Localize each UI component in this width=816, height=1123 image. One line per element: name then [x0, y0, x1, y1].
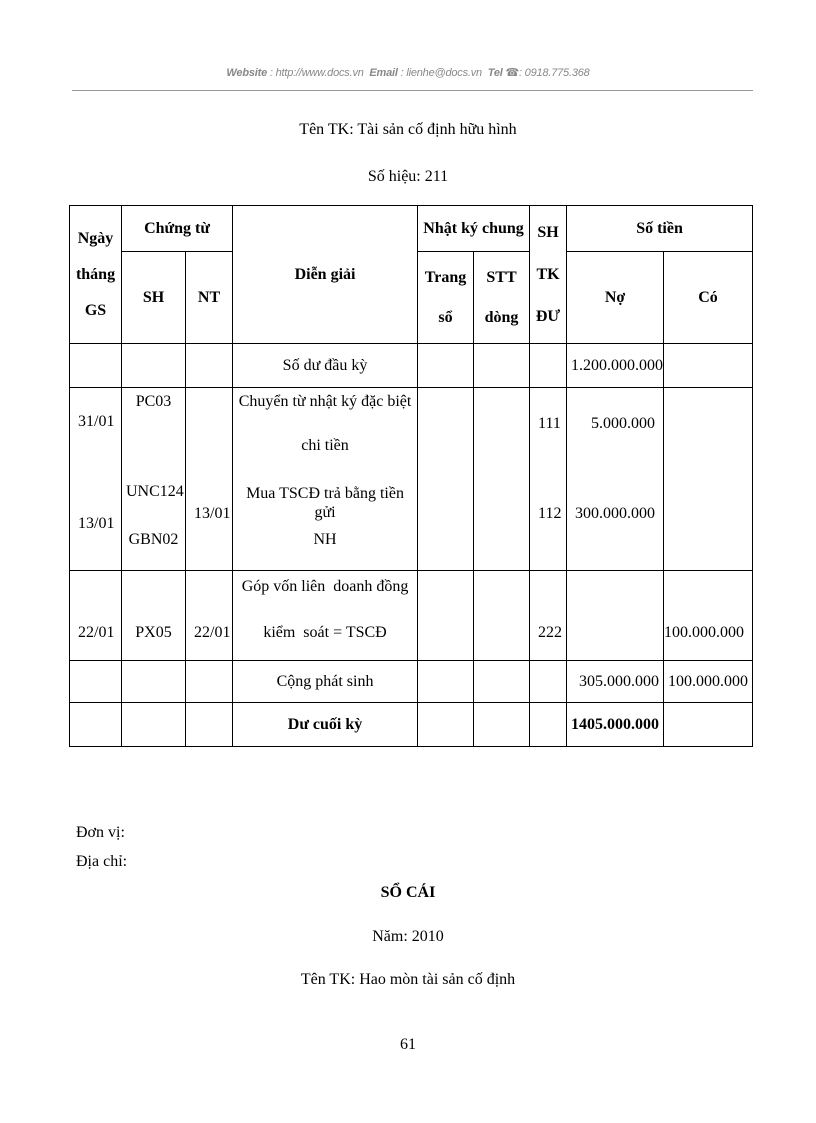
entry3-nt: 22/01 [194, 624, 231, 641]
total-no: 305.000.000 [567, 661, 664, 703]
opening-desc: Số dư đầu kỳ [233, 344, 418, 388]
entry3-sh-cell [122, 571, 186, 661]
website-label: Website [226, 67, 267, 79]
tel-value: : 0918.775.368 [518, 67, 590, 79]
account-number: Số hiệu: 211 [367, 168, 449, 185]
entry1-sh: PC03 [135, 393, 172, 410]
header-divider [72, 90, 753, 91]
total-co: 100.000.000 [664, 661, 753, 703]
don-vi-label: Đơn vị: [76, 824, 125, 841]
entry2-sh-2: GBN02 [128, 531, 179, 548]
header-trang-so: Trang sổ [418, 252, 474, 344]
ledger-year: Năm: 2010 [372, 928, 444, 945]
entry3-desc-2: kiểm soát = TSCĐ [263, 624, 387, 641]
email-value: : lienhe@docs.vn [400, 67, 482, 79]
total-desc: Cộng phát sinh [233, 661, 418, 703]
entry3-date-cell [70, 571, 122, 661]
header-stt-dong: STT dòng [474, 252, 530, 344]
entry1-date: 31/01 [78, 413, 115, 430]
entry2-desc-2: NH [313, 531, 337, 548]
table-header-row [70, 206, 753, 252]
entry3-desc-cell [233, 571, 418, 661]
entry2-desc-1: Mua TSCĐ trả bằng tiền gửi [246, 485, 404, 522]
entry3-tk-cell [530, 571, 567, 661]
opening-no: 1.200.000.000 [567, 344, 664, 388]
ledger-title: SỔ CÁI [380, 884, 436, 901]
entry2-tk: 112 [538, 505, 562, 522]
entry-no [567, 388, 664, 571]
entry-nt [186, 388, 233, 571]
entry2-no: 300.000.000 [575, 505, 656, 522]
entry1-desc-1: Chuyển từ nhật ký đặc biệt [238, 393, 412, 410]
header-nhat-ky-chung: Nhật ký chung [418, 206, 530, 252]
entry-desc [233, 388, 418, 571]
table-row-opening [70, 344, 753, 388]
entry2-nt: 13/01 [194, 505, 231, 522]
website-value: : http://www.docs.vn [269, 67, 364, 79]
header-sh: SH [122, 252, 186, 344]
header-chung-tu: Chứng từ [122, 206, 233, 252]
entry3-sh: PX05 [135, 624, 172, 641]
header-nt: NT [186, 252, 233, 344]
tel-label: Tel [487, 67, 503, 79]
ledger-table [69, 205, 753, 747]
closing-no: 1405.000.000 [567, 703, 664, 747]
page-number: 61 [400, 1036, 416, 1053]
account-name-2: Tên TK: Hao mòn tài sản cố định [300, 971, 516, 988]
entry-tk [530, 388, 567, 571]
header-no: Nợ [567, 252, 664, 344]
entry3-nt-cell [186, 571, 233, 661]
closing-desc: Dư cuối kỳ [233, 703, 418, 747]
entry3-co: 100.000.000 [664, 624, 745, 641]
entry3-desc-1: Góp vốn liên doanh đồng [241, 578, 409, 595]
entry1-tk: 111 [538, 415, 561, 432]
entry2-sh-1: UNC124 [126, 483, 184, 500]
table-row-entry3 [70, 571, 753, 661]
entry1-no: 5.000.000 [591, 415, 656, 432]
header-co: Có [664, 252, 753, 344]
header-ngay-thang: Ngày tháng GS [70, 206, 122, 344]
entry1-desc-2: chi tiền [301, 437, 349, 454]
entry-sh [122, 388, 186, 571]
header-so-tien: Số tiền [567, 206, 753, 252]
table-row-closing [70, 703, 753, 747]
header-sh-tk: SH TK ĐƯ [530, 206, 567, 344]
entry2-date: 13/01 [78, 515, 115, 532]
entry3-tk: 222 [538, 624, 563, 641]
header-dien-giai: Diễn giải [233, 206, 418, 344]
entry-dates [70, 388, 122, 571]
email-label: Email [369, 67, 398, 79]
account-name: Tên TK: Tài sản cố định hữu hình [299, 121, 517, 138]
phone-icon: ☎ [505, 67, 519, 79]
dia-chi-label: Địa chỉ: [76, 853, 128, 870]
entry3-co-cell [664, 571, 753, 661]
table-row-entries [70, 388, 753, 571]
table-row-total [70, 661, 753, 703]
entry3-date: 22/01 [78, 624, 115, 641]
page-header [0, 66, 816, 79]
